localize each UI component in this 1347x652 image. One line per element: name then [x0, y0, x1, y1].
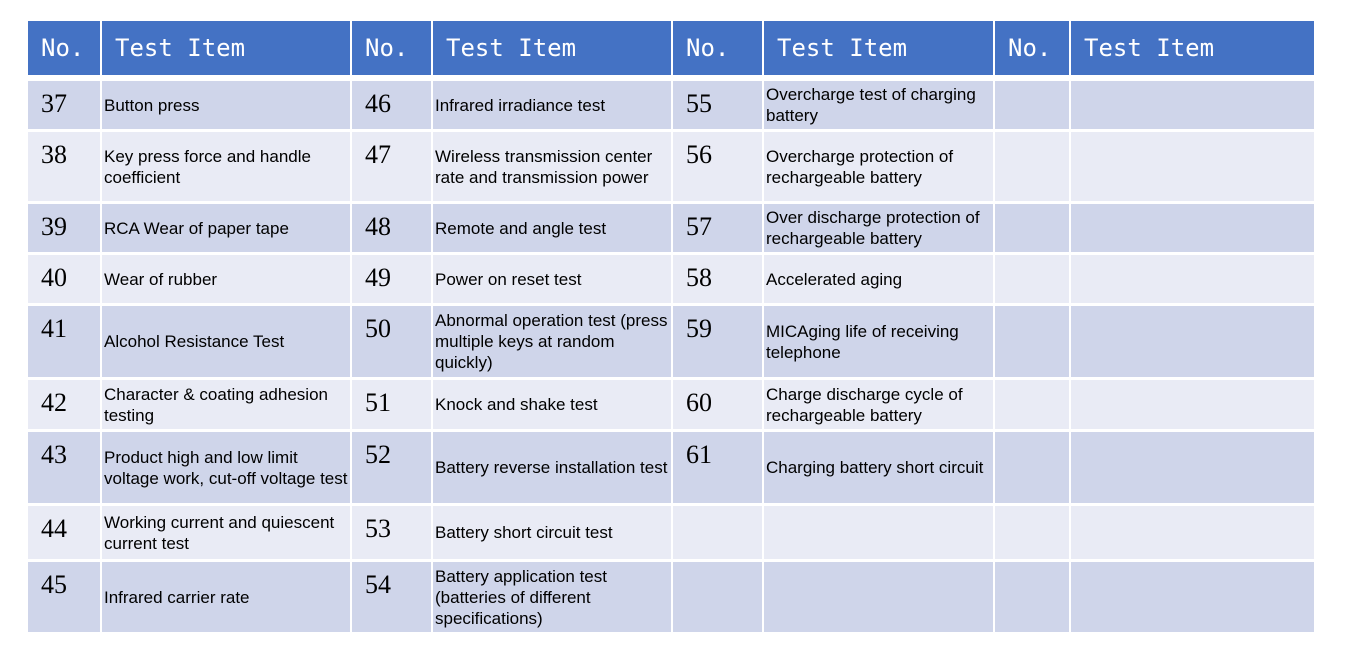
header-test-item: Test Item	[1069, 21, 1314, 78]
test-number	[993, 303, 1069, 377]
test-number: 51	[350, 377, 431, 429]
test-number	[993, 201, 1069, 252]
header-no: No.	[28, 21, 100, 78]
table-row	[28, 377, 1314, 429]
test-item: Alcohol Resistance Test	[100, 303, 350, 377]
test-number: 48	[350, 201, 431, 252]
test-number	[993, 559, 1069, 632]
header-test-item: Test Item	[100, 21, 350, 78]
test-number: 40	[28, 252, 100, 303]
test-item: MICAging life of receiving telephone	[762, 303, 993, 377]
test-number	[993, 129, 1069, 201]
test-items-table-container	[28, 21, 1314, 632]
test-number	[993, 503, 1069, 559]
table-row	[28, 78, 1314, 129]
test-item: Over discharge protection of rechargeable battery	[762, 201, 993, 252]
test-item: Accelerated aging	[762, 252, 993, 303]
test-number: 61	[671, 429, 762, 503]
test-item: Charging battery short circuit	[762, 429, 993, 503]
test-number: 50	[350, 303, 431, 377]
test-number: 46	[350, 78, 431, 129]
test-number: 52	[350, 429, 431, 503]
test-number	[993, 252, 1069, 303]
table-row	[28, 503, 1314, 559]
test-item: Wireless transmission center rate and transmission power	[431, 129, 671, 201]
test-number: 41	[28, 303, 100, 377]
test-item: Key press force and handle coefficient	[100, 129, 350, 201]
test-number: 54	[350, 559, 431, 632]
header-test-item: Test Item	[762, 21, 993, 78]
test-number: 56	[671, 129, 762, 201]
test-number: 58	[671, 252, 762, 303]
test-item	[1069, 129, 1314, 201]
test-items-table	[28, 21, 1314, 632]
test-number: 60	[671, 377, 762, 429]
header-test-item: Test Item	[431, 21, 671, 78]
table-header-row	[28, 21, 1314, 78]
test-item: Charge discharge cycle of rechargeable battery	[762, 377, 993, 429]
test-number: 59	[671, 303, 762, 377]
test-number	[671, 559, 762, 632]
test-item	[1069, 503, 1314, 559]
test-number	[993, 78, 1069, 129]
test-number: 42	[28, 377, 100, 429]
header-no: No.	[993, 21, 1069, 78]
test-number: 45	[28, 559, 100, 632]
test-item	[762, 503, 993, 559]
header-no: No.	[671, 21, 762, 78]
test-item	[762, 559, 993, 632]
table-row	[28, 559, 1314, 632]
test-item: Overcharge protection of rechargeable battery	[762, 129, 993, 201]
test-item	[1069, 78, 1314, 129]
test-item: Wear of rubber	[100, 252, 350, 303]
test-number: 47	[350, 129, 431, 201]
test-number: 43	[28, 429, 100, 503]
header-no: No.	[350, 21, 431, 78]
test-item: Power on reset test	[431, 252, 671, 303]
table-row	[28, 303, 1314, 377]
test-item: Battery reverse installation test	[431, 429, 671, 503]
test-item	[1069, 201, 1314, 252]
test-item: RCA Wear of paper tape	[100, 201, 350, 252]
test-number	[993, 429, 1069, 503]
test-number: 57	[671, 201, 762, 252]
test-number: 44	[28, 503, 100, 559]
test-item: Working current and quiescent current test	[100, 503, 350, 559]
test-number	[671, 503, 762, 559]
test-item: Infrared carrier rate	[100, 559, 350, 632]
test-number	[993, 377, 1069, 429]
test-item	[1069, 377, 1314, 429]
test-item: Battery short circuit test	[431, 503, 671, 559]
table-row	[28, 129, 1314, 201]
test-item: Overcharge test of charging battery	[762, 78, 993, 129]
test-number: 37	[28, 78, 100, 129]
table-row	[28, 252, 1314, 303]
test-number: 49	[350, 252, 431, 303]
test-item	[1069, 252, 1314, 303]
test-item: Character & coating adhesion testing	[100, 377, 350, 429]
test-item: Remote and angle test	[431, 201, 671, 252]
test-number: 55	[671, 78, 762, 129]
test-number: 38	[28, 129, 100, 201]
table-row	[28, 429, 1314, 503]
table-row	[28, 201, 1314, 252]
test-number: 53	[350, 503, 431, 559]
test-item	[1069, 559, 1314, 632]
test-item: Button press	[100, 78, 350, 129]
test-item: Infrared irradiance test	[431, 78, 671, 129]
test-number: 39	[28, 201, 100, 252]
test-item: Abnormal operation test (press multiple keys at random quickly)	[431, 303, 671, 377]
test-item	[1069, 303, 1314, 377]
test-item: Product high and low limit voltage work, cut-off voltage test	[100, 429, 350, 503]
test-item	[1069, 429, 1314, 503]
test-item: Knock and shake test	[431, 377, 671, 429]
test-item: Battery application test (batteries of different specifications)	[431, 559, 671, 632]
